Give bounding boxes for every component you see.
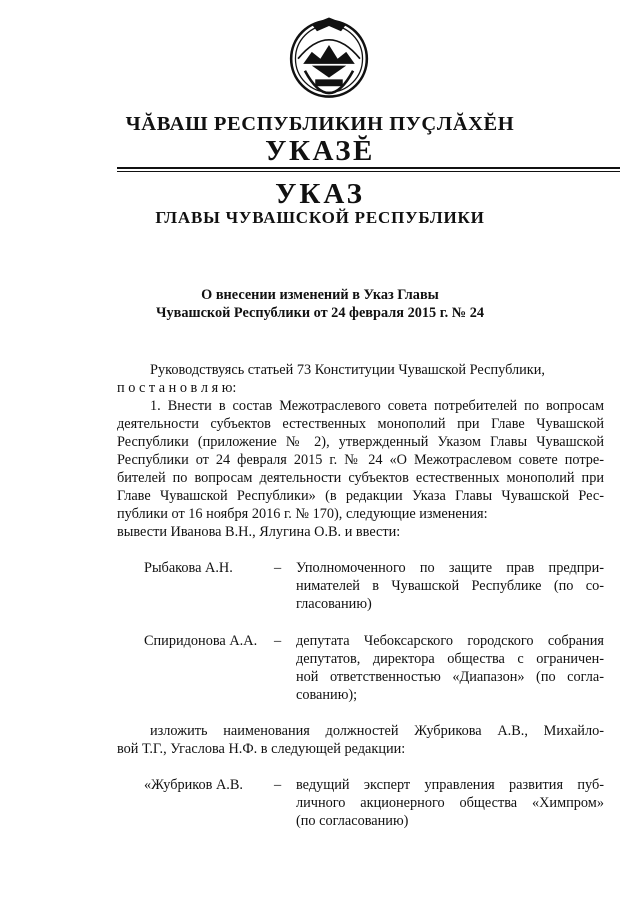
header-divider-thin: [117, 171, 620, 172]
entry-dash: –: [274, 777, 282, 793]
position-line: ной ответственностью «Диапазон» (по согла-: [296, 669, 604, 685]
body-line: бителей по вопросам деятельности субъектов естественных монополий при: [117, 470, 604, 486]
member-name: Рыбакова А.Н.: [144, 560, 233, 576]
position-line: депутатов, директора общества с ограничен-: [296, 651, 604, 667]
decree-subject: [0, 286, 640, 322]
member-position: [296, 632, 604, 704]
member-name: «Жубриков А.В.: [144, 777, 243, 793]
subject-line: Чувашской Республики от 24 февраля 2015 г. № 24: [155, 305, 485, 321]
entry-dash: –: [274, 633, 282, 649]
subject-line: О внесении изменений в Указ Главы: [201, 287, 439, 303]
chuvash-header-title: ЧĂВАШ РЕСПУБЛИКИН ПУÇЛĂХĔН: [125, 113, 515, 135]
body-line: п о с т а н о в л я ю:: [117, 380, 237, 396]
body-line: вывести Иванова В.Н., Ялугина О.В. и ввести:: [117, 524, 401, 540]
body-line: Республики (приложение № 2), утвержденный Указом Главы Чувашской: [117, 434, 604, 450]
body-line: Республики от 24 февраля 2015 г. № 24 «О Межотраслевом совете потре-: [117, 452, 604, 468]
body-line: деятельности субъектов естественных монополий при Главе Чувашской: [117, 416, 604, 432]
member-position: [296, 776, 604, 830]
entry-dash: –: [274, 560, 282, 576]
member-name: Спиридонова А.А.: [144, 633, 258, 649]
member-position: [296, 559, 604, 613]
body-line: 1. Внести в состав Межотраслевого совета потребителей по вопросам: [150, 398, 604, 414]
coat-of-arms-emblem-icon: [286, 14, 372, 100]
russian-doc-type: УКАЗ: [275, 178, 365, 210]
position-line: нимателей в Чувашской Республике (по со-: [296, 578, 604, 594]
russian-header-title: ГЛАВЫ ЧУВАШСКОЙ РЕСПУБЛИКИ: [155, 208, 485, 227]
body-line: изложить наименования должностей Жубрикова А.В., Михайло-: [150, 723, 604, 739]
position-line: Уполномоченного по защите прав предпри-: [296, 560, 604, 576]
position-line: личного акционерного общества «Химпром»: [296, 795, 604, 811]
body-line: Главе Чувашской Республики» (в редакции Указа Главы Чувашской Рес-: [117, 488, 604, 504]
position-line: (по согласованию): [296, 813, 409, 829]
body-line: Руководствуясь статьей 73 Конституции Чувашской Республики,: [150, 362, 545, 378]
header-divider-thick: [117, 167, 620, 169]
body-line: публики от 16 ноября 2016 г. № 170), следующие изменения:: [117, 506, 488, 522]
chuvash-doc-type: УКАЗĔ: [265, 135, 375, 167]
position-line: сованию);: [296, 687, 358, 703]
position-line: ведущий эксперт управления развития пуб-: [296, 777, 604, 793]
position-line: гласованию): [296, 596, 372, 612]
position-line: депутата Чебоксарского городского собрания: [296, 633, 604, 649]
body-line: вой Т.Г., Угаслова Н.Ф. в следующей редакции:: [117, 741, 406, 757]
